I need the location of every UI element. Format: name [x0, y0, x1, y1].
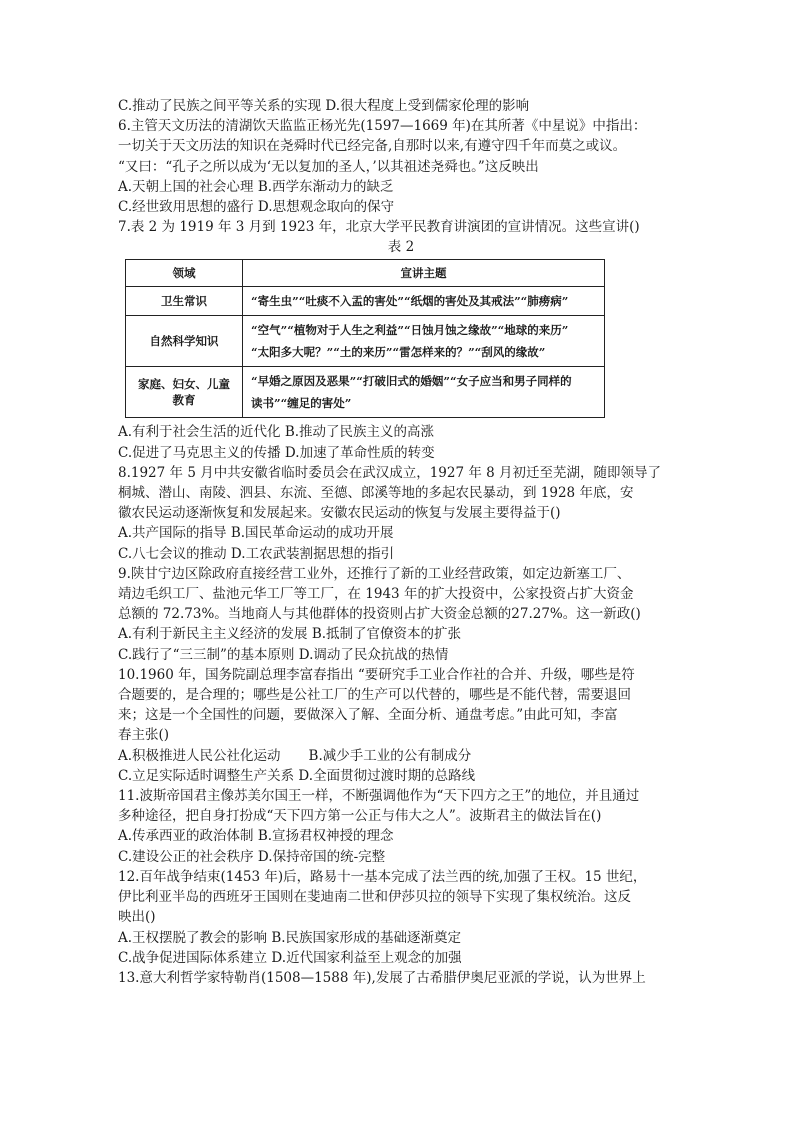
- table-header-row: [126, 260, 605, 287]
- q9-option-cd: C.践行了“三三制”的基本原则 D.调动了民众抗战的热情: [118, 646, 449, 663]
- table-cell-field: 家庭、妇女、儿童教育: [126, 367, 243, 418]
- table-cell-topic: [243, 367, 605, 418]
- q9-stem-line: 总额的 72.73%。当地商人与其他群体的投资则占扩大资金总额的27.27%。这一新政(): [118, 606, 641, 623]
- q10-stem-line: 来；这是一个全国性的问题，要做深入了解、全面分析、通盘考虑。”由此可知，李富: [118, 707, 618, 724]
- q12-stem-line: 伊比利亚半岛的西班牙王国则在斐迪南二世和伊莎贝拉的领导下实现了集权统治。这反: [118, 889, 631, 906]
- q13-stem-line: 13.意大利哲学家特勒肖(1508—1588 年),发展了古希腊伊奥尼亚派的学说，认为世界上: [118, 969, 646, 986]
- topic-line: “寄生虫”“吐痰不入盂的害处”“纸烟的害处及其戒法”“肺痨病”: [251, 294, 569, 309]
- question-7: [118, 217, 684, 463]
- q9-stem-line: 9.陕甘宁边区除政府直接经营工业外，还推行了新的工业经营政策，如定边新塞工厂、: [118, 565, 631, 582]
- question-6: [118, 116, 684, 217]
- q10-stem-line: 春主张(): [118, 727, 170, 744]
- table-row: [126, 287, 605, 316]
- question-13: [118, 968, 684, 988]
- q9-stem-line: 靖边毛织工厂、盐池元华工厂等工厂，在 1943 年的扩大投资中，公家投资占扩大资金: [118, 586, 634, 603]
- q9-option-ab: A.有利于新民主主义经济的发展 B.抵制了官僚资本的扩张: [118, 626, 462, 643]
- q8-option-cd: C.八七会议的推动 D.工农武装割据思想的指引: [118, 545, 395, 562]
- q12-option-cd: C.战争促进国际体系建立 D.近代国家利益至上观念的加强: [118, 949, 462, 966]
- table-header-field: 领域: [126, 260, 243, 287]
- question-9: [118, 564, 684, 665]
- q5-options-cd: C.推动了民族之间平等关系的实现 D.很大程度上受到儒家伦理的影响: [118, 98, 530, 114]
- q10-option-a: A.积极推进人民公社化运动: [118, 747, 281, 764]
- table-caption: 表 2: [387, 239, 415, 256]
- q10-option-cd: C.立足实际适时调整生产关系 D.全面贯彻过渡时期的总路线: [118, 767, 476, 784]
- q8-stem-line: 桐城、潜山、南陵、泗县、东流、至德、郎溪等地的多起农民暴动，到 1928 年底，安: [118, 485, 634, 502]
- q7-option-cd: C.促进了马克思主义的传播 D.加速了革命性质的转变: [118, 444, 435, 461]
- page-content: [118, 96, 684, 988]
- q7-stem: 7.表 2 为 1919 年 3 月到 1923 年，北京大学平民教育讲演团的宣讲情况。这些宣讲(): [118, 219, 640, 236]
- topic-line: 读书”“缠足的害处”: [251, 396, 352, 411]
- topic-line: “太阳多大呢？”“土的来历”“雷怎样来的？”“刮风的缘故”: [251, 345, 546, 360]
- table-cell-field: 自然科学知识: [126, 316, 243, 367]
- table-cell-field: 卫生常识: [126, 287, 243, 316]
- q6-option-ab: A.天朝上国的社会心理 B.西学东渐动力的缺乏: [118, 178, 394, 195]
- question-11: [118, 786, 684, 867]
- topic-line: “早婚之原因及恶果”“打破旧式的婚姻”“女子应当和男子同样的: [251, 374, 572, 389]
- lecture-table: [125, 259, 605, 418]
- table-row: [126, 316, 605, 367]
- q10-stem-line: 10.1960 年，国务院副总理李富春指出 “要研究手工业合作社的合并、升级，哪些是符: [118, 666, 635, 683]
- q6-stem-line: “又曰：“孔子之所以成为‘无以复加的圣人，’以其祖述尧舜也。”这反映出: [118, 158, 539, 175]
- table-row: [126, 367, 605, 418]
- table-cell-topic: [243, 287, 605, 316]
- q6-option-cd: C.经世致用思想的盛行 D.思想观念取向的保守: [118, 199, 395, 216]
- question-10: [118, 665, 684, 786]
- q6-stem-line: 6.主管天文历法的清湖饮天监监正杨光先(1597—1669 年)在其所著《中星说》中指出：: [118, 118, 647, 135]
- q8-option-ab: A.共产国际的指导 B.国民革命运动的成功开展: [118, 525, 394, 542]
- question-12: [118, 867, 684, 968]
- table-cell-topic: [243, 316, 605, 367]
- q8-stem-line: 8.1927 年 5 月中共安徽省临时委员会在武汉成立，1927 年 8 月初迁至芜湖，随即领导了: [118, 464, 662, 481]
- q12-stem-line: 映出(): [118, 909, 156, 926]
- q10-stem-line: 合题要的，是合理的；哪些是公社工厂的生产可以代替的，哪些是不能代替，需要退回: [118, 687, 631, 704]
- q10-option-ab: [118, 746, 684, 766]
- q11-stem-line: 多种途径，把自身打扮成“天下四方第一公正与伟大之人”。波斯君主的做法旨在(): [118, 808, 602, 825]
- q10-option-b: B.减少手工业的公有制成分: [308, 747, 472, 764]
- question-8: [118, 463, 684, 564]
- q11-stem-line: 11.波斯帝国君主像苏美尔国王一样，不断强调他作为“天下四方之王”的地位，并且通过: [118, 788, 640, 805]
- q6-stem-line: 一切关于天文历法的知识在尧舜时代已经完备,自那时以来,有遵守四千年而莫之或议。: [118, 138, 627, 155]
- q12-option-ab: A.王权摆脱了教会的影响 B.民族国家形成的基础逐渐奠定: [118, 929, 462, 946]
- q11-option-ab: A.传承西亚的政治体制 B.宣扬君权神授的理念: [118, 828, 394, 845]
- q8-stem-line: 徽农民运动逐渐恢复和发展起来。安徽农民运动的恢复与发展主要得益于(): [118, 505, 561, 522]
- q12-stem-line: 12.百年战争结束(1453 年)后，路易十一基本完成了法兰西的统,加强了王权。15 世纪，: [118, 868, 647, 885]
- table-header-topic: 宣讲主题: [243, 260, 605, 287]
- q11-option-cd: C.建设公正的社会秩序 D.保持帝国的统-完整: [118, 848, 386, 865]
- topic-line: “空气”“植物对于人生之利益”“日蚀月蚀之缘故”“地球的来历”: [251, 323, 569, 338]
- q7-option-ab: A.有利于社会生活的近代化 B.推动了民族主义的高涨: [118, 424, 435, 441]
